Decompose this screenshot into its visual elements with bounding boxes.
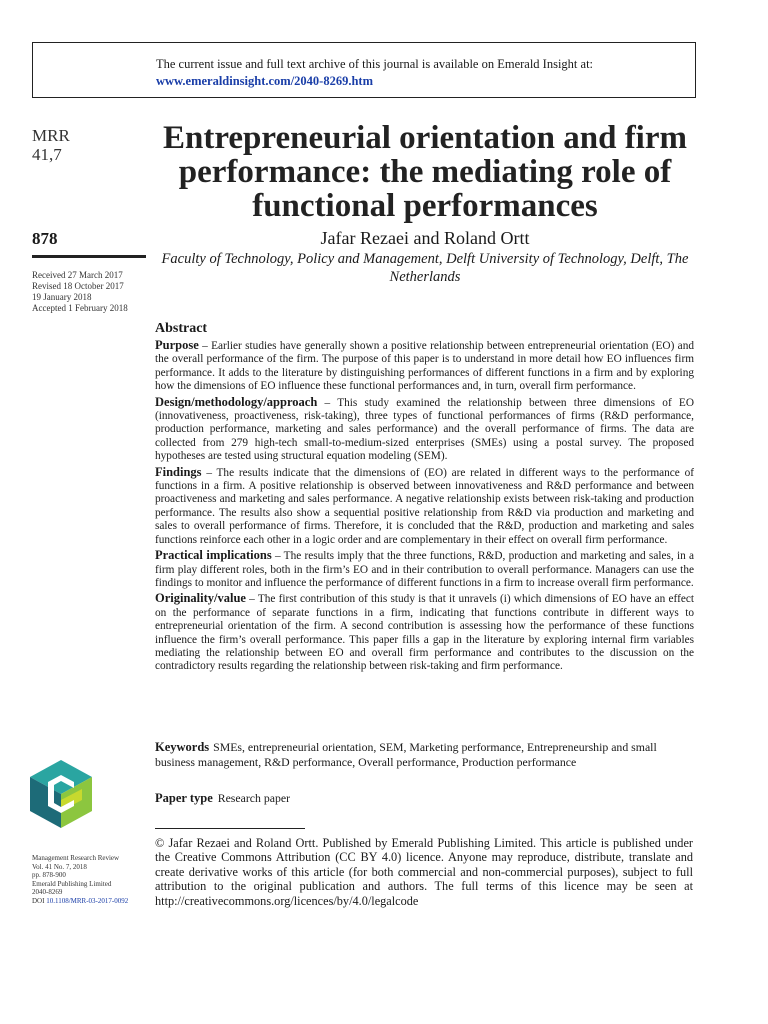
publication-info — [32, 854, 128, 905]
revised-date-2: 19 January 2018 — [32, 292, 92, 302]
abstract-label: Findings — [155, 464, 202, 479]
crossmark-logo[interactable] — [30, 760, 92, 828]
license-notice: © Jafar Rezaei and Roland Ortt. Published by Emerald Publishing Limited. This article is published under the Creative Commons Attribution (CC BY 4.0) licence. Anyone may reproduce, distribute, translate and create derivative works of this article (for both commercial and non-commercial purposes), subject to full attribution to the original publication and authors. The full terms of this licence may be seen at http://creativecommons.org/licences/by/4.0/legalcode — [155, 836, 693, 908]
journal-code — [32, 126, 70, 164]
doi-line — [32, 897, 128, 906]
abstract-heading: Abstract — [155, 321, 208, 336]
doi-label: DOI — [32, 896, 45, 905]
crossmark-logo-icon — [30, 760, 92, 828]
article-title: Entrepreneurial orientation and firm performance: the mediating role of functional performances — [162, 120, 687, 224]
article-history — [32, 270, 128, 314]
margin-divider — [32, 255, 146, 258]
abstract-text: – This study examined the relationship between three dimensions of EO (innovativeness, proactiveness, risk-taking), three types of functional performances of firms (R&D performance, production performance, marketing and sales performance) and the overall performance of firms. The data are collected from 279 high-tech small-to-medium-sized enterprises (SMEs) using a postal survey. The proposed hypotheses are tested using structural equation modeling (SEM). — [155, 396, 694, 463]
footnote-divider — [155, 828, 305, 829]
accepted-date: Accepted 1 February 2018 — [32, 303, 128, 313]
archive-notice-box — [32, 42, 696, 98]
journal-abbrev: MRR — [32, 126, 70, 145]
journal-archive-link[interactable]: www.emeraldinsight.com/2040-8269.htm — [156, 74, 373, 88]
revised-date: Revised 18 October 2017 — [32, 281, 124, 291]
keywords-list: SMEs, entrepreneurial orientation, SEM, Marketing performance, Entrepreneurship and small business management, R&D performance, Overall performance, Production performance — [155, 740, 657, 769]
page-range: pp. 878-900 — [32, 871, 66, 879]
abstract-label: Design/methodology/approach — [155, 394, 318, 409]
affiliation: Faculty of Technology, Policy and Management, Delft University of Technology, Delft, The Netherlands — [161, 251, 689, 285]
abstract-body — [155, 339, 694, 676]
publisher: Emerald Publishing Limited — [32, 879, 112, 888]
abstract-label: Practical implications — [155, 548, 272, 563]
abstract-originality — [155, 592, 694, 673]
keywords — [155, 740, 694, 770]
abstract-text: – The first contribution of this study is that it unravels (i) which dimensions of EO have an effect on the performance of separate functions in a firm, indicating that functions contribute in different ways to entrepreneurial orientation of the firm. A second contribution is assessing how the performance of these functions influence the firm’s overall performance. This paper fills a gap in the literature by exploring internal firm variables mediating the relationship between EO and overall firm performance and contributes to the discussion on the contradictory results regarding the relationship between risk-taking and firm performance. — [155, 593, 694, 673]
issn: 2040-8269 — [32, 888, 63, 896]
abstract-practical-implications — [155, 549, 694, 590]
abstract-text: – The results indicate that the dimensions of (EO) are related in different ways to the performance of functions in a firm. A positive relationship is observed between innovativeness and R&D performance and between proactiveness and marketing and sales performance. A negative relationship exists between risk-taking and production performance. The results also show a sequential positive relationship from R&D via production and marketing and sales to overall performance of firms. Therefore, it is concluded that the R&D, production and marketing and sales functions reinforce each other in a logic order and are complementary in their effect on overall firm performance. — [155, 466, 694, 546]
received-date: Received 27 March 2017 — [32, 270, 123, 280]
volume-info: Vol. 41 No. 7, 2018 — [32, 862, 87, 871]
paper-type-label: Paper type — [155, 791, 213, 805]
volume-issue: 41,7 — [32, 145, 62, 164]
keywords-label: Keywords — [155, 740, 210, 754]
doi-link[interactable]: 10.1108/MRR-03-2017-0092 — [46, 896, 129, 905]
page-number: 878 — [32, 229, 58, 248]
archive-notice-text: The current issue and full text archive of this journal is available on Emerald Insight at: — [156, 57, 594, 71]
journal-name: Management Research Review — [32, 854, 120, 862]
abstract-text: – Earlier studies have generally shown a positive relationship between entrepreneurial orientation (EO) and the overall performance of the firm. The purpose of this paper is to understand in more detail how EO influences firm performance. It adds to the literature by distinguishing performances of different functions in a firm and by exploring how the dimensions of EO influence these functional performances and, in turn, overall firm performance. — [155, 340, 694, 393]
abstract-label: Purpose — [155, 338, 199, 352]
archive-notice — [156, 56, 593, 90]
abstract-label: Originality/value — [155, 591, 246, 606]
abstract-findings — [155, 466, 694, 547]
abstract-purpose — [155, 339, 694, 394]
abstract-text: – The results imply that the three functions, R&D, production and marketing and sales, in a firm play different roles, both in the firm’s EO and in their contribution to overall performance. Managers can use the findings to monitor and influence the performance of different functions in a firm to increase overall firm performance. — [155, 550, 695, 589]
paper-type-value: Research paper — [217, 791, 291, 805]
paper-type — [155, 791, 290, 806]
abstract-design — [155, 396, 694, 464]
authors: Jafar Rezaei and Roland Ortt — [320, 228, 530, 248]
